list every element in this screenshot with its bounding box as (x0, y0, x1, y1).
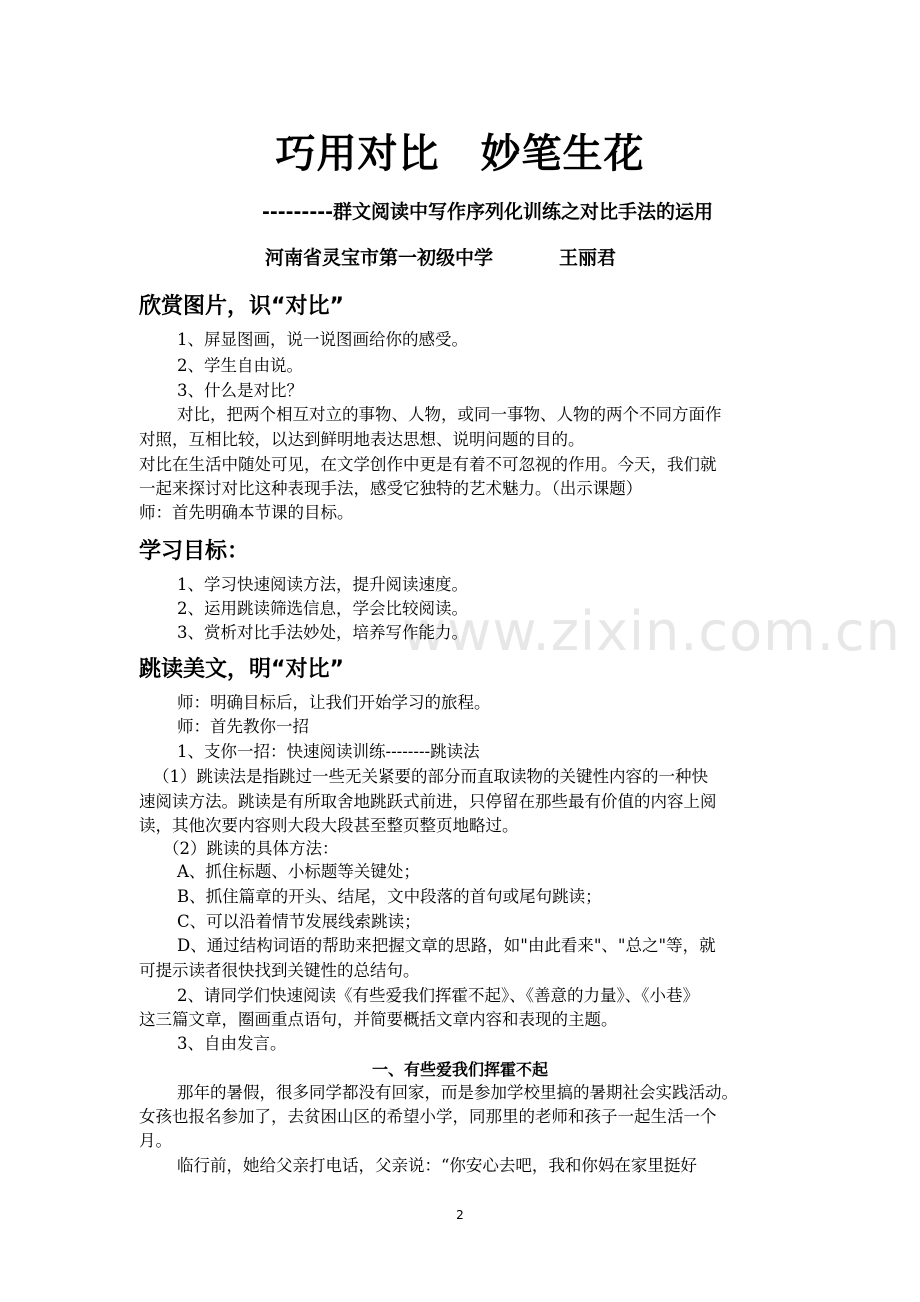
method-item: A、抓住标题、小标题等关键处； (177, 862, 420, 881)
article-line: 女孩也报名参加了，去贫困山区的希望小学，同那里的老师和孩子一起生活一个 (139, 1107, 717, 1126)
paragraph-line: 3、什么是对比？ (177, 381, 303, 400)
paragraph-line: 对比，把两个相互对立的事物、人物，或同一事物、人物的两个不同方面作 (177, 405, 722, 424)
author-school: 河南省灵宝市第一初级中学 (265, 247, 494, 269)
paragraph-line: 1、屏显图画，说一说图画给你的感受。 (177, 330, 468, 349)
paragraph-line: 对比在生活中随处可见，在文学创作中更是有着不可忽视的作用。今天，我们就 (139, 455, 717, 474)
paragraph-line: 一起来探讨对比这种表现手法，感受它独特的艺术魅力。（出示课题） (139, 479, 643, 498)
article-heading: 一、有些爱我们挥霍不起 (371, 1060, 548, 1079)
article-line: 月。 (139, 1131, 172, 1150)
watermark: www.zixin.com.cn (402, 600, 901, 663)
method-item: C、可以沿着情节发展线索跳读； (177, 912, 421, 931)
paragraph-line: 读，其他次要内容则大段大段甚至整页整页地略过。 (139, 816, 519, 835)
paragraph-line: 这三篇文章，圈画重点语句，并简要概括文章内容和表现的主题。 (139, 1010, 618, 1029)
article-line: 那年的暑假，很多同学都没有回家，而是参加学校里搞的暑期社会实践活动。 (177, 1083, 738, 1102)
section-heading: 跳读美文，明“对比” (139, 657, 344, 682)
method-item: B、抓住篇章的开头、结尾，文中段落的首句或尾句跳读； (177, 887, 602, 906)
objective-item: 1、学习快速阅读方法，提升阅读速度。 (177, 575, 468, 594)
objective-item: 3、赏析对比手法妙处，培养写作能力。 (177, 623, 468, 642)
paragraph-line: 2、学生自由说。 (177, 356, 303, 375)
page-title: 巧用对比 妙笔生花 (275, 131, 645, 177)
paragraph-line: （2）跳读的具体方法： (163, 839, 339, 858)
paragraph-line: 3、自由发言。 (177, 1034, 287, 1053)
page-subtitle: ---------群文阅读中写作序列化训练之对比手法的运用 (262, 201, 713, 223)
page-number: 2 (456, 1208, 464, 1222)
paragraph-line: 2、请同学们快速阅读《有些爱我们挥霍不起》、《善意的力量》、《小巷》 (177, 986, 699, 1005)
paragraph-line: 师：首先教你一招 (177, 717, 309, 736)
paragraph-line: 速阅读方法。跳读是有所取舍地跳跃式前进，只停留在那些最有价值的内容上阅 (139, 792, 717, 811)
paragraph-line: 师：首先明确本节课的目标。 (139, 503, 354, 522)
article-line: 临行前，她给父亲打电话，父亲说：“你安心去吧，我和你妈在家里挺好 (177, 1156, 697, 1175)
author-name: 王丽君 (559, 247, 617, 269)
method-item: D、通过结构词语的帮助来把握文章的思路，如"由此看来"、"总之"等，就 (177, 936, 716, 955)
paragraph-line: 师：明确目标后，让我们开始学习的旅程。 (177, 693, 491, 712)
paragraph-line: 可提示读者很快找到关键性的总结句。 (139, 961, 420, 980)
paragraph-line: 对照，互相比较，以达到鲜明地表达思想、说明问题的目的。 (139, 430, 585, 449)
section-heading: 欣赏图片，识“对比” (139, 294, 344, 319)
paragraph-line: 1、支你一招：快速阅读训练--------跳读法 (177, 742, 480, 761)
section-heading: 学习目标： (139, 539, 250, 564)
author-line (265, 243, 616, 270)
objective-item: 2、运用跳读筛选信息，学会比较阅读。 (177, 599, 468, 618)
paragraph-line: （1）跳读法是指跳过一些无关紧要的部分而直取读物的关键性内容的一种快 (153, 767, 708, 786)
